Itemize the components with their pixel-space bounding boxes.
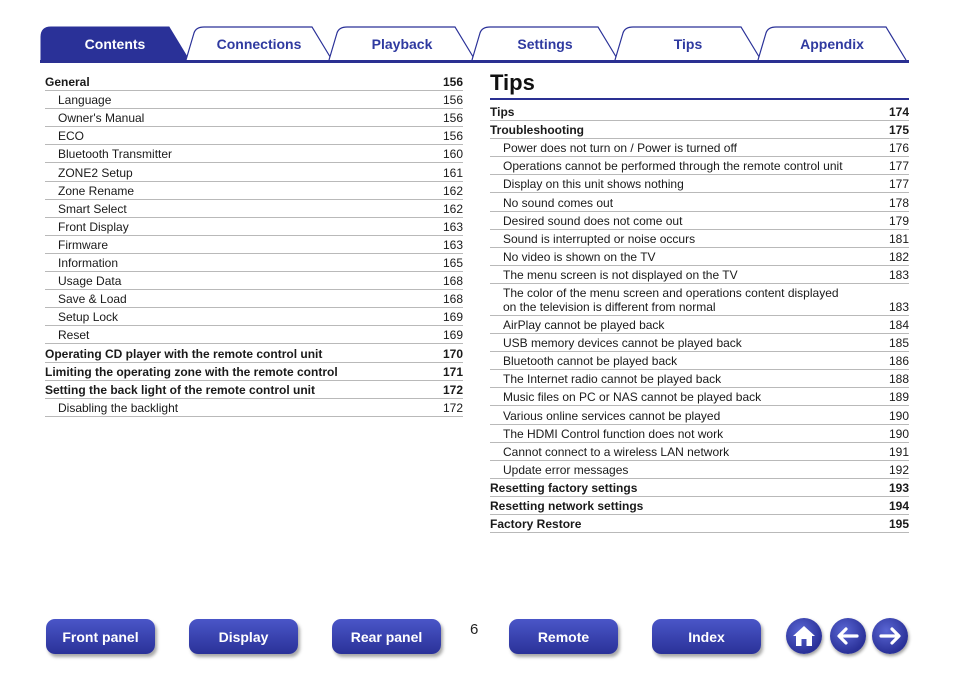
toc-link-no-sound[interactable] xyxy=(490,193,909,211)
toc-page: 156 xyxy=(442,93,463,108)
tab-label: Appendix xyxy=(800,35,864,52)
toc-link-hdmi-control[interactable] xyxy=(490,425,909,443)
tab-label: Tips xyxy=(673,35,703,52)
toc-text: The Internet radio cannot be played back xyxy=(503,372,722,387)
toc-page: 172 xyxy=(442,382,463,397)
toc-link-tips[interactable] xyxy=(490,103,909,121)
back-button[interactable] xyxy=(830,618,866,654)
toc-link-information[interactable] xyxy=(45,254,463,272)
toc-page: 156 xyxy=(442,75,463,90)
toc-text-line: on the television is different from normal xyxy=(503,299,716,314)
toc-text: Setup Lock xyxy=(58,310,119,325)
toc-link-front-display[interactable] xyxy=(45,218,463,236)
toc-page: 172 xyxy=(442,400,463,415)
toc-page: 177 xyxy=(888,159,909,174)
toc-page: 182 xyxy=(888,249,909,264)
toc-text: Operations cannot be performed through the remote control unit xyxy=(503,159,843,174)
toc-text: No sound comes out xyxy=(503,195,614,210)
toc-text: Tips xyxy=(490,105,515,120)
toc-text: Smart Select xyxy=(58,201,127,216)
toc-page: 191 xyxy=(888,444,909,459)
toc-page: 170 xyxy=(442,346,463,361)
toc-page: 160 xyxy=(442,147,463,162)
toc-link-power-does-not-turn-on[interactable] xyxy=(490,139,909,157)
toc-link-display-shows-nothing[interactable] xyxy=(490,175,909,193)
toc-link-airplay[interactable] xyxy=(490,316,909,334)
toc-page: 165 xyxy=(442,256,463,271)
toc-page: 169 xyxy=(442,328,463,343)
toc-page: 181 xyxy=(888,231,909,246)
toc-page: 171 xyxy=(442,364,463,379)
toc-link-zone2-setup[interactable] xyxy=(45,163,463,181)
toc-link-music-files[interactable] xyxy=(490,388,909,406)
home-icon xyxy=(791,623,817,649)
toc-text: Resetting network settings xyxy=(490,498,644,513)
toc-link-firmware[interactable] xyxy=(45,236,463,254)
tab-connections[interactable] xyxy=(186,27,332,60)
toc-link-resetting-network[interactable] xyxy=(490,497,909,515)
tab-label: Playback xyxy=(371,35,433,52)
toc-page: 178 xyxy=(888,195,909,210)
toc-text: Front Display xyxy=(58,219,129,234)
front-panel-button[interactable]: Front panel xyxy=(46,619,155,654)
index-button[interactable]: Index xyxy=(652,619,761,654)
toc-text: The HDMI Control function does not work xyxy=(503,426,724,441)
toc-page: 190 xyxy=(888,426,909,441)
arrow-right-icon xyxy=(877,623,903,649)
toc-text-line: The color of the menu screen and operations content displayed xyxy=(503,285,839,300)
toc-text: Resetting factory settings xyxy=(490,480,638,495)
toc-text: No video is shown on the TV xyxy=(503,249,656,264)
tab-bar xyxy=(0,0,954,64)
toc-link-zone-rename[interactable] xyxy=(45,182,463,200)
toc-text: Update error messages xyxy=(503,462,629,477)
toc-page: 156 xyxy=(442,129,463,144)
toc-page: 190 xyxy=(888,408,909,423)
toc-page: 174 xyxy=(888,105,909,120)
toc-link-resetting-factory[interactable] xyxy=(490,479,909,497)
toc-link-menu-color-different[interactable] xyxy=(490,284,909,316)
toc-text: Various online services cannot be played xyxy=(503,408,721,423)
toc-text: ECO xyxy=(58,129,85,144)
toc-text-block xyxy=(503,286,839,314)
toc-text: Usage Data xyxy=(58,274,122,289)
section-title-rule xyxy=(490,98,909,100)
toc-link-troubleshooting[interactable] xyxy=(490,121,909,139)
section-title: Tips xyxy=(490,70,535,95)
toc-text: Display on this unit shows nothing xyxy=(503,177,684,192)
toc-link-setting-back-light[interactable] xyxy=(45,381,463,399)
toc-page: 184 xyxy=(888,318,909,333)
toc-link-smart-select[interactable] xyxy=(45,200,463,218)
toc-text: Desired sound does not come out xyxy=(503,213,683,228)
toc-page: 168 xyxy=(442,274,463,289)
toc-text: Operating CD player with the remote control unit xyxy=(45,346,323,361)
toc-text: Zone Rename xyxy=(58,183,135,198)
toc-text: General xyxy=(45,75,90,90)
toc-page: 183 xyxy=(888,267,909,282)
toc-page: 156 xyxy=(442,111,463,126)
rear-panel-button[interactable]: Rear panel xyxy=(332,619,441,654)
toc-page: 188 xyxy=(888,372,909,387)
toc-link-eco[interactable] xyxy=(45,127,463,145)
toc-page: 162 xyxy=(442,183,463,198)
toc-page: 186 xyxy=(888,354,909,369)
toc-link-operating-cd-player[interactable] xyxy=(45,344,463,362)
toc-text: Save & Load xyxy=(58,292,127,307)
tab-settings[interactable] xyxy=(472,27,618,60)
left-toc xyxy=(45,73,463,417)
toc-text: Disabling the backlight xyxy=(58,400,179,415)
toc-link-setup-lock[interactable] xyxy=(45,308,463,326)
toc-link-usage-data[interactable] xyxy=(45,272,463,290)
page-number: 6 xyxy=(470,621,479,638)
toc-page: 163 xyxy=(442,237,463,252)
toc-link-update-error[interactable] xyxy=(490,461,909,479)
home-button[interactable] xyxy=(786,618,822,654)
toc-link-factory-restore[interactable] xyxy=(490,515,909,533)
toc-text: Factory Restore xyxy=(490,517,582,532)
toc-link-internet-radio[interactable] xyxy=(490,370,909,388)
toc-link-limiting-operating-zone[interactable] xyxy=(45,363,463,381)
tab-appendix[interactable] xyxy=(758,27,906,60)
toc-text: Cannot connect to a wireless LAN network xyxy=(503,444,730,459)
toc-text: Bluetooth Transmitter xyxy=(58,147,173,162)
toc-text: Troubleshooting xyxy=(490,123,584,138)
toc-page: 189 xyxy=(888,390,909,405)
remote-button[interactable]: Remote xyxy=(509,619,618,654)
toc-link-disabling-backlight[interactable] xyxy=(45,399,463,417)
toc-page: 185 xyxy=(888,336,909,351)
forward-button[interactable] xyxy=(872,618,908,654)
toc-link-owners-manual[interactable] xyxy=(45,109,463,127)
toc-link-wireless-lan[interactable] xyxy=(490,443,909,461)
toc-link-reset[interactable] xyxy=(45,326,463,344)
toc-text: Setting the back light of the remote control unit xyxy=(45,382,316,397)
toc-page: 183 xyxy=(888,299,909,314)
toc-page: 193 xyxy=(888,480,909,495)
toc-text: Bluetooth cannot be played back xyxy=(503,354,678,369)
toc-link-menu-not-displayed[interactable] xyxy=(490,266,909,284)
toc-text: Music files on PC or NAS cannot be played back xyxy=(503,390,762,405)
toc-page: 161 xyxy=(442,165,463,180)
tab-contents[interactable] xyxy=(41,27,189,60)
toc-page: 175 xyxy=(888,123,909,138)
toc-link-language[interactable] xyxy=(45,91,463,109)
toc-text: Limiting the operating zone with the remote control xyxy=(45,364,338,379)
toc-text: Reset xyxy=(58,328,90,343)
toc-text: Power does not turn on / Power is turned off xyxy=(503,141,737,156)
toc-page: 169 xyxy=(442,310,463,325)
toc-page: 192 xyxy=(888,462,909,477)
toc-text: Firmware xyxy=(58,237,108,252)
toc-page: 176 xyxy=(888,141,909,156)
tab-label: Contents xyxy=(84,35,146,52)
tab-tips[interactable] xyxy=(615,27,761,60)
toc-text: Language xyxy=(58,93,112,108)
toc-link-bluetooth[interactable] xyxy=(490,352,909,370)
tab-label: Connections xyxy=(216,35,302,52)
toc-text: The menu screen is not displayed on the TV xyxy=(503,267,738,282)
toc-text: AirPlay cannot be played back xyxy=(503,318,665,333)
tab-label: Settings xyxy=(517,35,573,52)
toc-link-online-services[interactable] xyxy=(490,406,909,424)
toc-text: ZONE2 Setup xyxy=(58,165,133,180)
tab-playback[interactable] xyxy=(329,27,475,60)
display-button[interactable]: Display xyxy=(189,619,298,654)
toc-link-desired-sound[interactable] xyxy=(490,212,909,230)
tab-underline xyxy=(40,60,909,63)
right-toc xyxy=(490,103,909,533)
toc-page: 179 xyxy=(888,213,909,228)
toc-link-bluetooth-transmitter[interactable] xyxy=(45,145,463,163)
toc-text: Sound is interrupted or noise occurs xyxy=(503,231,696,246)
toc-link-save-load[interactable] xyxy=(45,290,463,308)
toc-page: 177 xyxy=(888,177,909,192)
toc-page: 194 xyxy=(888,498,909,513)
toc-page: 168 xyxy=(442,292,463,307)
toc-text: USB memory devices cannot be played back xyxy=(503,336,742,351)
toc-page: 163 xyxy=(442,219,463,234)
toc-text: Information xyxy=(58,256,119,271)
toc-link-sound-interrupted[interactable] xyxy=(490,230,909,248)
toc-link-operations-remote[interactable] xyxy=(490,157,909,175)
toc-link-general[interactable] xyxy=(45,73,463,91)
toc-page: 162 xyxy=(442,201,463,216)
toc-link-no-video[interactable] xyxy=(490,248,909,266)
toc-page: 195 xyxy=(888,517,909,532)
toc-link-usb-memory[interactable] xyxy=(490,334,909,352)
arrow-left-icon xyxy=(835,623,861,649)
toc-text: Owner's Manual xyxy=(58,111,145,126)
